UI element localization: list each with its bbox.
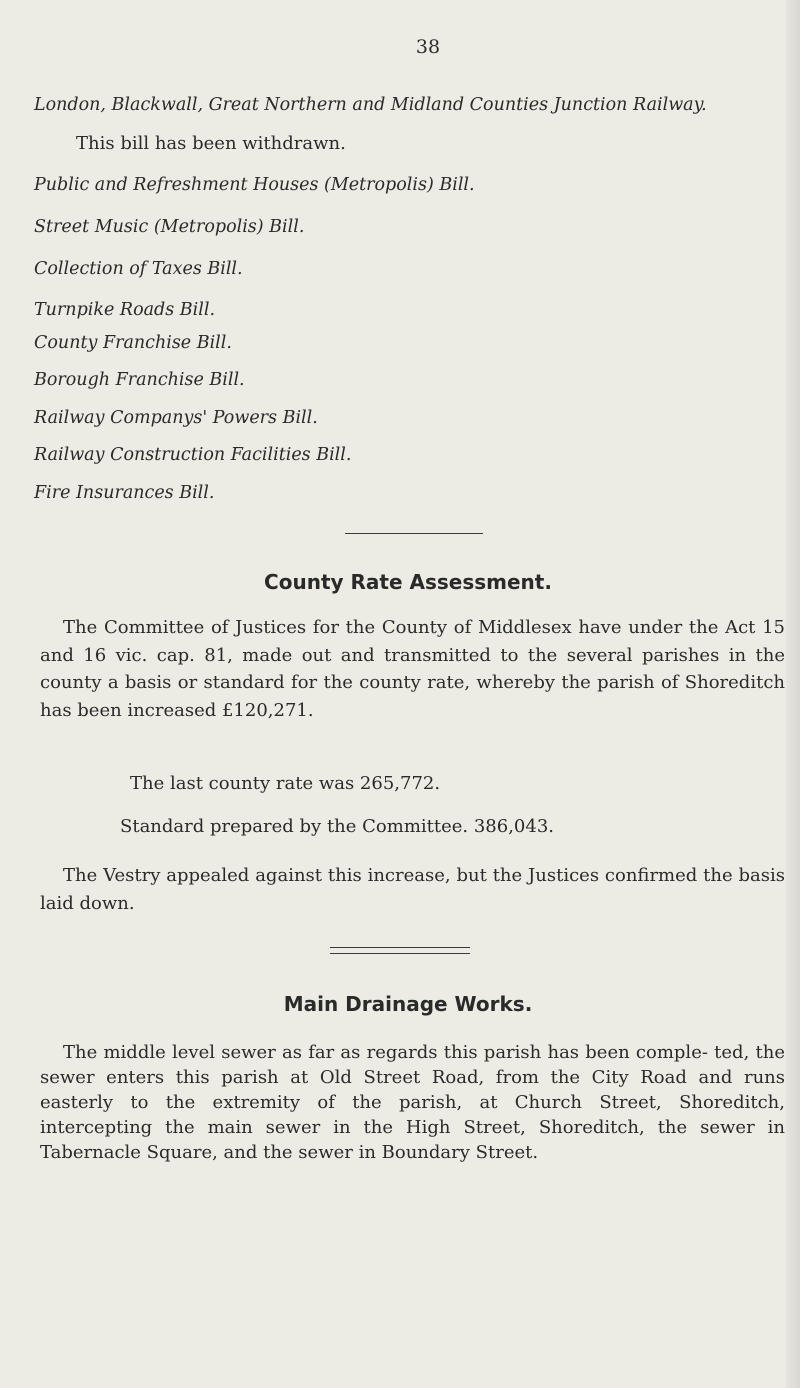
county-rate-heading: County Rate Assessment. [264,570,552,594]
bill-item: County Franchise Bill. [34,333,232,353]
bill-item: Railway Construction Facilities Bill. [34,445,352,465]
vestry-appeal-paragraph: The Vestry appealed against this increase, but the Justices confirmed the basis laid down. [40,865,785,914]
page-edge-shadow [786,0,800,1388]
drainage-heading: Main Drainage Works. [283,992,533,1016]
bill-item: Street Music (Metropolis) Bill. [34,217,305,237]
committee-standard: Standard prepared by the Committee. 386,043. [120,816,555,837]
drainage-paragraph: The middle level sewer as far as regards this parish has been comple- ted, the sewer enters this parish at Old Street Road, from the City Road and runs easterly to the extremity of the parish, at Church Street, Shoreditch, intercepting the main sewer in the High Street, Shoreditch, the sewer in Tabernacle Square, and the sewer in Boundary Street. [40,1042,785,1163]
section-divider-double-bottom [330,953,470,954]
railway-withdrawn-note: This bill has been withdrawn. [76,133,346,154]
county-rate-paragraph: The Committee of Justices for the County of Middlesex have under the Act 15 and 16 vic. cap. 81, made out and transmitted to the several parishes in the county a basis or standard for the county rate, whereby the parish of Shoreditch has been increased £120,271. [40,617,785,721]
railway-heading: London, Blackwall, Great Northern and Midland Counties Junction Railway. [34,95,707,115]
page-number: 38 [415,36,441,58]
bill-item: Collection of Taxes Bill. [34,259,243,279]
bill-item: Fire Insurances Bill. [34,483,215,503]
section-divider-double-top [330,947,470,948]
bill-item: Railway Companys' Powers Bill. [34,408,318,428]
bill-item: Public and Refreshment Houses (Metropolis) Bill. [34,175,475,195]
bill-item: Turnpike Roads Bill. [34,300,216,320]
last-county-rate: The last county rate was 265,772. [130,773,441,794]
bill-item: Borough Franchise Bill. [34,370,245,390]
section-divider [345,533,483,534]
